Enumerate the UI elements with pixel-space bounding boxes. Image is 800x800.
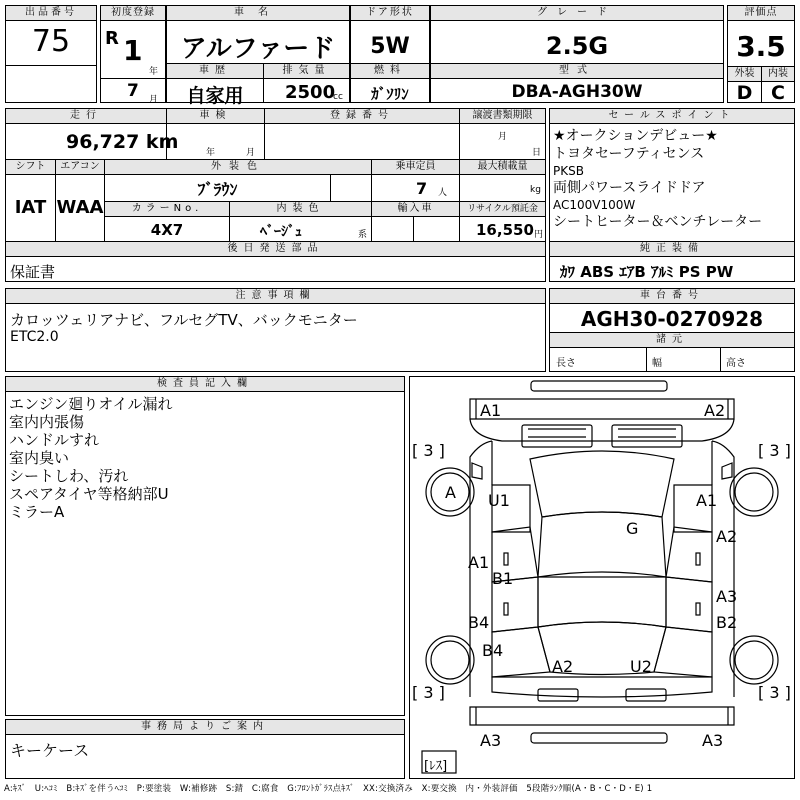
inspector-notes — [9, 395, 173, 521]
sales-points-box — [549, 108, 795, 282]
ac-label: エアコン — [56, 160, 104, 175]
era: R — [105, 28, 119, 49]
exterior-grade-label: 外装 — [728, 67, 761, 82]
displacement-label: 排気量 — [264, 64, 349, 79]
office-label: 事務局よりご案内 — [6, 720, 404, 735]
car-outline — [410, 377, 794, 778]
damage-mark: A3 — [480, 731, 502, 750]
interior-color-unit: 系 — [358, 230, 368, 240]
lot-number: 75 — [31, 24, 71, 59]
equipment-item: ABS — [580, 263, 615, 281]
damage-mark: A — [445, 483, 456, 502]
transfer-day-unit: 日 — [532, 148, 542, 158]
damage-mark: A2 — [552, 657, 574, 676]
interior-color: ﾍﾞｰｼﾞｭ — [260, 224, 302, 240]
fuel-label: 燃料 — [351, 64, 429, 79]
equipment-item: ｶﾜ — [560, 263, 576, 281]
car-name: アルファード — [180, 34, 336, 64]
equipment-item: ｱﾙﾐ — [651, 263, 674, 281]
notes-label: 注意事項欄 — [6, 289, 545, 304]
damage-mark: A3 — [716, 587, 738, 606]
sales-point: 両側パワースライドドア — [553, 180, 706, 196]
inspector-note: スペアタイヤ等格納部U — [9, 485, 169, 503]
recycle-unit: 円 — [534, 230, 544, 240]
reg-year: 1 — [123, 34, 143, 67]
damage-mark: U2 — [630, 657, 652, 676]
width-label: 幅 — [652, 358, 662, 369]
spare-tire: [ﾚｽ] — [424, 759, 448, 774]
sales-point: ★オークションデビュー★ — [553, 128, 718, 144]
inspector-note: 室内臭い — [9, 449, 70, 467]
mileage: 96,727 km — [66, 131, 179, 153]
inspector-box — [5, 376, 405, 716]
length-label: 長さ — [556, 358, 576, 369]
inspector-note: ミラーA — [9, 503, 65, 521]
sales-point: トヨタセーフティセンス — [553, 146, 705, 162]
damage-mark: A1 — [480, 401, 502, 420]
inspector-note: シートしわ、汚れ — [9, 467, 129, 485]
office-box — [5, 719, 405, 779]
damage-mark: B4 — [468, 613, 490, 632]
notes-box — [5, 288, 546, 372]
model-label: 型式 — [431, 64, 723, 79]
grade: 2.5G — [545, 32, 609, 60]
capacity-unit: 人 — [438, 188, 448, 198]
mileage-label: 走行 — [6, 109, 166, 124]
sales-points-list — [553, 127, 793, 231]
sales-point: AC100V100W — [553, 198, 636, 212]
score: 3.5 — [736, 30, 786, 63]
damage-mark: A1 — [696, 491, 718, 510]
interior-color-label: 内装色 — [230, 202, 371, 217]
shift: IAT — [14, 197, 47, 218]
damage-mark: G — [626, 519, 639, 538]
equipment-item: ｴｱB — [619, 263, 646, 281]
max-load-unit: kg — [530, 185, 541, 195]
transfer-label: 譲渡書類期限 — [460, 109, 545, 124]
inspection-month-unit: 月 — [246, 148, 256, 158]
inspector-note: ハンドルすれ — [9, 431, 100, 449]
recycle-label: リサイクル預託金 — [460, 202, 545, 217]
door-label: ドア形状 — [351, 6, 429, 21]
lot-number-box — [5, 5, 97, 103]
damage-mark: B2 — [716, 613, 738, 632]
fuel: ｶﾞｿﾘﾝ — [371, 85, 409, 103]
sales-point: PKSB — [553, 164, 584, 178]
office-text: キーケース — [10, 741, 90, 760]
later-parts-item: 保証書 — [10, 263, 56, 281]
lot-number-label: 出品番号 — [6, 6, 96, 21]
import-label: 輸入車 — [372, 202, 459, 217]
transfer-month-unit: 月 — [498, 132, 508, 142]
color-label: 外装色 — [105, 160, 371, 175]
inspector-note: 室内内張傷 — [9, 413, 85, 431]
chassis-label: 車台番号 — [550, 289, 794, 304]
capacity-label: 乗車定員 — [372, 160, 459, 175]
exterior-grade: D — [736, 82, 753, 104]
chassis-box — [549, 288, 795, 372]
sales-points-label: セールスポイント — [550, 109, 794, 124]
history-label: 車歴 — [167, 64, 263, 79]
exterior-color: ﾌﾞﾗｳﾝ — [197, 180, 238, 199]
color-no-label: カラーNo. — [105, 202, 229, 217]
notes-line: カロッツェリアナビ、フルセグTV、バックモニター — [10, 311, 358, 329]
tire-rear-right: [ 3 ] — [758, 683, 791, 702]
history: 自家用 — [186, 85, 244, 107]
color-no: 4X7 — [150, 221, 184, 239]
damage-mark: A2 — [716, 527, 738, 546]
equipment-list — [560, 261, 733, 282]
score-box — [727, 5, 795, 103]
shift-label: シフト — [6, 160, 55, 175]
inspection-year-unit: 年 — [206, 148, 216, 158]
door-box — [350, 5, 430, 103]
sales-point: シートヒーター＆ベンチレーター — [553, 214, 763, 230]
damage-mark: A1 — [468, 553, 490, 572]
vehicle-details-box — [5, 108, 546, 282]
interior-grade: C — [771, 82, 785, 104]
damage-mark: A3 — [702, 731, 724, 750]
reg-month: 7 — [127, 81, 139, 101]
grade-box — [430, 5, 724, 103]
equipment-item: PS — [678, 263, 701, 281]
damage-mark: B4 — [482, 641, 504, 660]
first-registration-label: 初度登録 — [101, 6, 165, 21]
later-parts-label: 後日発送部品 — [6, 242, 545, 257]
inspector-note: エンジン廻りオイル漏れ — [9, 395, 173, 413]
model-code: DBA-AGH30W — [511, 82, 643, 102]
legend: A:ｷｽﾞ U:ﾍｺﾐ B:ｷｽﾞを伴うﾍｺﾐ P:要塗装 W:補修跡 S:錆 C:腐食 G:ﾌﾛﾝﾄｶﾞﾗｽ点ｷｽﾞ XX:交換済み X:要交換 内・外装評価 5段階ﾗﾝｸ順(A・B・C・D・E) 1 — [4, 784, 653, 794]
specs-label: 諸元 — [550, 333, 794, 348]
displacement-unit: cc — [333, 92, 343, 102]
damage-mark: A2 — [704, 401, 726, 420]
tire-front-right: [ 3 ] — [758, 441, 791, 460]
interior-grade-label: 内装 — [762, 67, 794, 82]
max-load-label: 最大積載量 — [460, 160, 545, 175]
equipment-label: 純正装備 — [550, 242, 794, 257]
capacity: 7 — [416, 179, 428, 198]
year-unit: 年 — [149, 67, 159, 77]
tire-front-left: [ 3 ] — [412, 441, 445, 460]
height-label: 高さ — [726, 358, 746, 369]
car-name-box — [166, 5, 350, 107]
recycle-fee: 16,550 — [476, 221, 534, 239]
plate-label: 登録番号 — [265, 109, 459, 124]
score-label: 評価点 — [728, 6, 794, 21]
chassis-number: AGH30-0270928 — [580, 307, 764, 331]
displacement: 2500 — [285, 82, 336, 103]
damage-diagram — [409, 376, 795, 779]
tire-rear-left: [ 3 ] — [412, 683, 445, 702]
equipment-item: PW — [705, 263, 734, 281]
car-name-label: 車名 — [167, 6, 349, 21]
damage-mark: U1 — [488, 491, 510, 510]
notes-line: ETC2.0 — [10, 329, 59, 345]
ac: WAA — [56, 197, 104, 218]
grade-label: グレード — [431, 6, 723, 21]
door-type: 5W — [370, 34, 410, 59]
inspection-label: 車検 — [167, 109, 264, 124]
inspector-label: 検査員記入欄 — [6, 377, 404, 392]
damage-mark: B1 — [492, 569, 514, 588]
month-unit: 月 — [149, 95, 159, 105]
first-registration-box — [100, 5, 166, 103]
